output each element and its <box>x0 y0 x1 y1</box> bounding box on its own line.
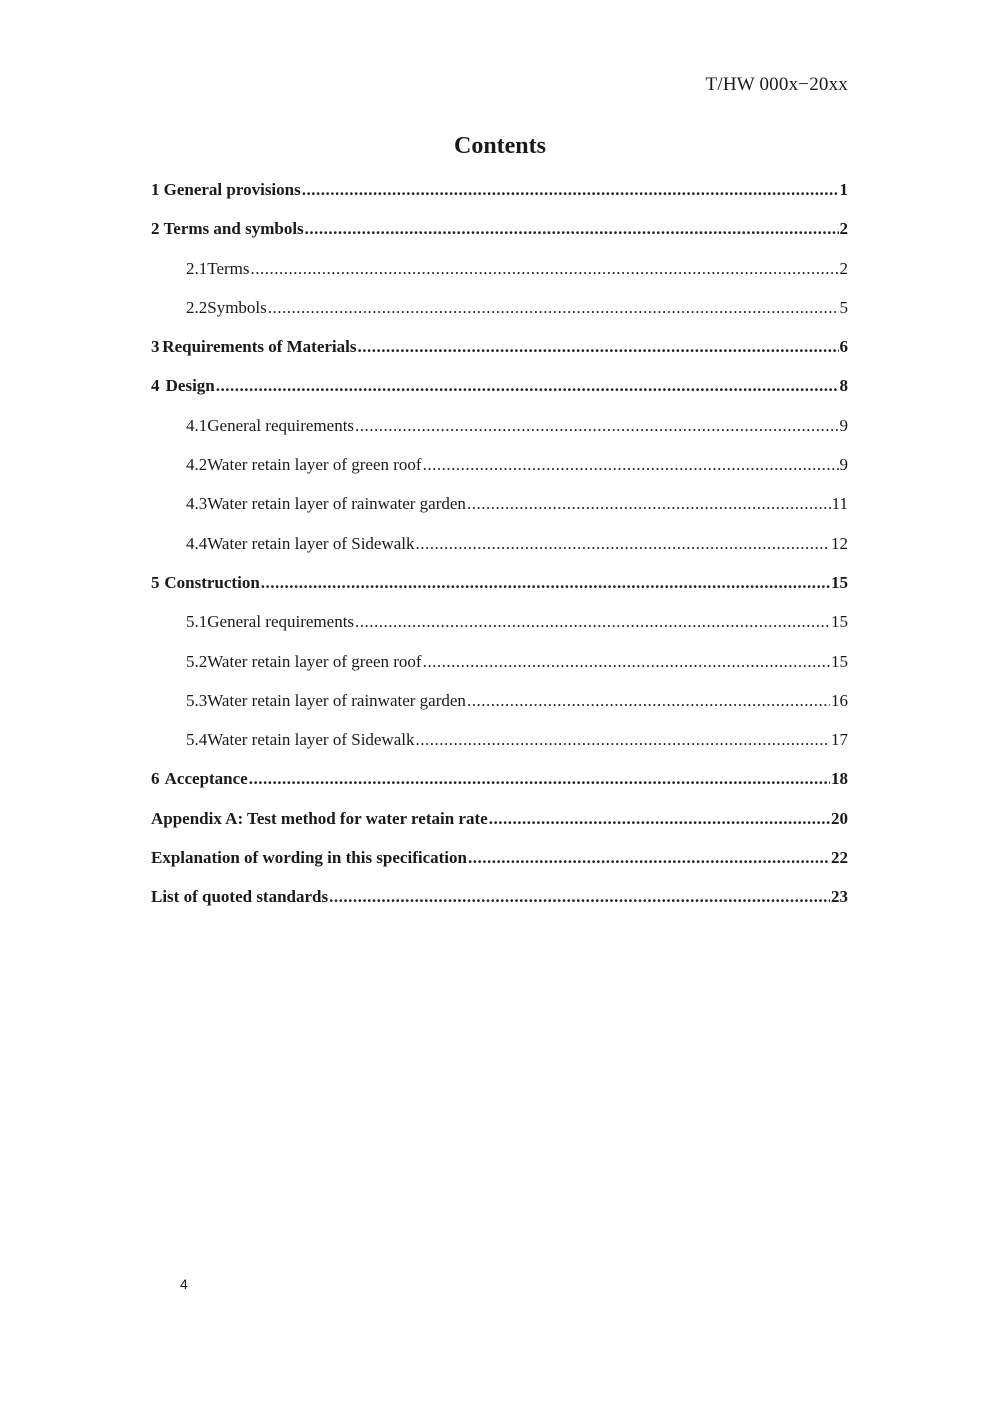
toc-entry-title: Water retain layer of green roof <box>207 455 422 475</box>
toc-entry[interactable] <box>151 691 848 730</box>
toc-entry-title: Requirements of Materials <box>162 337 357 357</box>
toc-entry-number: 5.1 <box>186 612 208 632</box>
toc-entry-title: Water retain layer of green roof <box>207 651 422 671</box>
toc-entry[interactable] <box>151 180 848 219</box>
toc-entry-number: 5 <box>151 572 160 592</box>
toc-entry-page: 17 <box>831 730 848 750</box>
table-of-contents <box>151 180 848 927</box>
toc-entry-title: Explanation of wording in this specification <box>151 848 467 868</box>
toc-entry[interactable] <box>151 455 848 494</box>
toc-entry-number: 5.4 <box>186 730 208 750</box>
toc-entry-title: Terms and symbols <box>163 219 304 239</box>
toc-entry-number: 4.3 <box>186 494 208 514</box>
toc-entry-number: 6 <box>151 769 160 789</box>
toc-entry-number: 2.2 <box>186 297 208 317</box>
toc-entry-title: Terms <box>207 258 250 278</box>
toc-entry-title: Water retain layer of Sidewalk <box>207 533 415 553</box>
toc-entry-title: General requirements <box>207 415 355 435</box>
toc-entry-title: List of quoted standards <box>151 887 329 907</box>
toc-entry[interactable] <box>151 376 848 415</box>
toc-entry[interactable] <box>151 534 848 573</box>
toc-entry[interactable] <box>151 612 848 651</box>
toc-entry-page: 12 <box>831 533 848 553</box>
toc-dot-leader <box>216 376 839 396</box>
toc-entry-page: 15 <box>831 572 848 592</box>
toc-entry[interactable] <box>151 848 848 887</box>
document-code: T/HW 000x−20xx <box>705 74 848 95</box>
toc-dot-leader <box>355 612 830 632</box>
toc-entry-title: Water retain layer of rainwater garden <box>207 690 466 710</box>
toc-dot-leader <box>467 691 830 711</box>
toc-dot-leader <box>305 219 839 239</box>
toc-dot-leader <box>423 652 830 672</box>
toc-entry-page: 23 <box>831 887 848 907</box>
toc-entry[interactable] <box>151 573 848 612</box>
toc-entry[interactable] <box>151 652 848 691</box>
toc-entry-title: Acceptance <box>164 769 248 789</box>
toc-entry-title: Water retain layer of Sidewalk <box>207 730 415 750</box>
toc-entry-page: 6 <box>839 337 848 357</box>
toc-entry-page: 15 <box>831 612 848 632</box>
toc-entry-title: Construction <box>164 572 260 592</box>
toc-entry[interactable] <box>151 494 848 533</box>
toc-entry-page: 1 <box>839 180 848 199</box>
page-title: Contents <box>453 133 546 159</box>
toc-entry-number: 2 <box>151 219 160 239</box>
toc-entry-number: 5.3 <box>186 690 208 710</box>
toc-dot-leader <box>329 887 830 907</box>
toc-entry-page: 2 <box>839 258 848 278</box>
toc-dot-leader <box>416 730 830 750</box>
toc-entry-page: 9 <box>839 455 848 475</box>
toc-dot-leader <box>423 455 839 475</box>
toc-dot-leader <box>249 769 830 789</box>
toc-entry[interactable] <box>151 298 848 337</box>
toc-dot-leader <box>261 573 830 593</box>
toc-entry-page: 20 <box>831 808 848 828</box>
toc-entry-title: General requirements <box>207 612 355 632</box>
toc-entry-title: Design <box>165 376 215 396</box>
toc-entry-title: General provisions <box>163 180 301 199</box>
toc-dot-leader <box>251 259 839 279</box>
toc-entry[interactable] <box>151 416 848 455</box>
toc-dot-leader <box>468 848 830 868</box>
toc-dot-leader <box>489 809 830 829</box>
toc-dot-leader <box>268 298 839 318</box>
toc-dot-leader <box>416 534 830 554</box>
toc-entry-number: 4.1 <box>186 415 208 435</box>
toc-dot-leader <box>355 416 838 436</box>
toc-entry-page: 16 <box>831 690 848 710</box>
toc-entry[interactable] <box>151 769 848 808</box>
toc-dot-leader <box>358 337 839 357</box>
toc-entry[interactable] <box>151 730 848 769</box>
toc-entry-number: 1 <box>151 180 160 199</box>
toc-entry[interactable] <box>151 809 848 848</box>
toc-entry-title: Water retain layer of rainwater garden <box>207 494 466 514</box>
toc-entry[interactable] <box>151 887 848 926</box>
page-number: 4 <box>180 1276 188 1292</box>
toc-entry-page: 18 <box>831 769 848 789</box>
toc-entry-title: Symbols <box>207 297 267 317</box>
toc-entry-page: 15 <box>831 651 848 671</box>
toc-entry-page: 2 <box>839 219 848 239</box>
toc-entry-number: 4.4 <box>186 533 208 553</box>
toc-entry[interactable] <box>151 259 848 298</box>
toc-entry-number: 4.2 <box>186 455 208 475</box>
toc-entry-number: 3 <box>151 337 160 357</box>
toc-entry-page: 22 <box>831 848 848 868</box>
toc-entry-number: 4 <box>151 376 160 396</box>
toc-entry-number: 5.2 <box>186 651 208 671</box>
toc-entry-page: 11 <box>831 494 848 514</box>
toc-entry-number: 2.1 <box>186 258 208 278</box>
toc-entry[interactable] <box>151 337 848 376</box>
toc-dot-leader <box>302 180 839 200</box>
toc-entry-page: 5 <box>839 297 848 317</box>
toc-dot-leader <box>467 494 831 514</box>
toc-entry-page: 9 <box>839 415 848 435</box>
toc-entry-page: 8 <box>839 376 848 396</box>
toc-entry[interactable] <box>151 219 848 258</box>
toc-entry-title: Appendix A: Test method for water retain rate <box>151 808 488 828</box>
